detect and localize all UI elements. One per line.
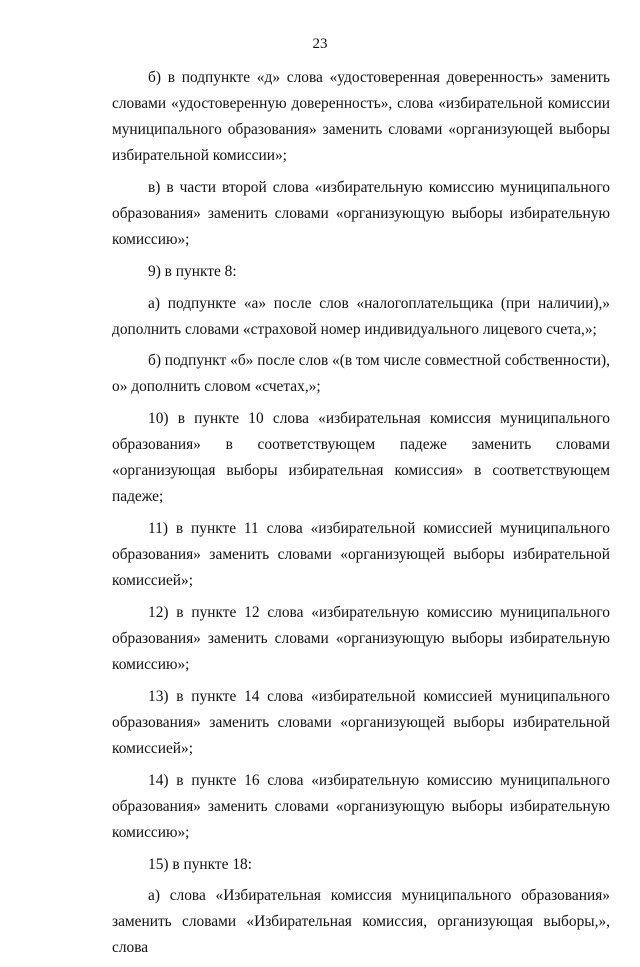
paragraph-15-a: а) слова «Избирательная комиссия муниципального образования» заменить словами «Избирательная комиссия, организующая выборы,», слова	[112, 887, 610, 957]
paragraph-v-part-two: в) в части второй слова «избирательную комиссию муниципального образования» заменить словами «организующую выборы избирательную комиссию»;	[112, 178, 610, 249]
paragraph-item-12: 12) в пункте 12 слова «избирательную комиссию муниципального образования» заменить словами «организующую выборы избирательную комиссию»;	[112, 603, 610, 674]
paragraph-b-subpoint-d: б) в подпункте «д» слова «удостоверенная доверенность» заменить словами «удостоверенную доверенность», слова «избирательной комиссии муниципального образования» заменить словами «организующей выборы избирательной комиссии»;	[112, 69, 610, 165]
paragraph-item-11: 11) в пункте 11 слова «избирательной комиссией муниципального образования» заменить словами «организующей выборы избирательной комиссией»;	[112, 520, 610, 590]
paragraph-item-15: 15) в пункте 18:	[148, 855, 252, 873]
document-body	[112, 65, 610, 967]
paragraph-9-a: а) подпункте «а» после слов «налогоплательщика (при наличии),» дополнить словами «страховой номер индивидуального лицевого счета,»;	[112, 294, 610, 338]
paragraph-item-14: 14) в пункте 16 слова «избирательную комиссию муниципального образования» заменить словами «организующую выборы избирательную комиссию»;	[112, 771, 610, 841]
page-number: 23	[312, 36, 328, 52]
paragraph-9-b: б) подпункт «б» после слов «(в том числе совместной собственности), о» дополнить словом «счетах,»;	[112, 352, 610, 396]
paragraph-item-10: 10) в пункте 10 слова «избирательная комиссия муниципального образования» в соответствующем падеже заменить словами «организующая выборы избирательная комиссия» в соответствующем падеже;	[112, 410, 610, 506]
paragraph-item-9: 9) в пункте 8:	[148, 262, 237, 280]
paragraph-item-13: 13) в пункте 14 слова «избирательной комиссией муниципального образования» заменить словами «организующей выборы избирательной комиссией»;	[112, 687, 610, 757]
